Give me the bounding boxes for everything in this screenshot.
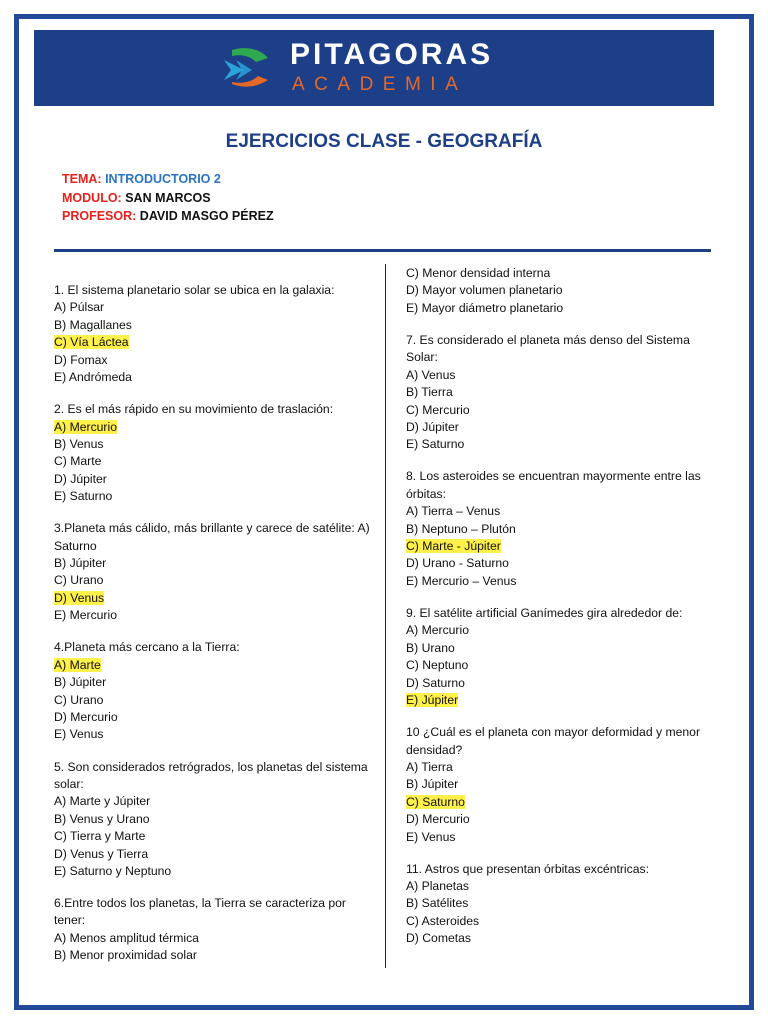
answer-option bbox=[54, 317, 376, 334]
answer-option-label: D) Saturno bbox=[406, 675, 465, 690]
answer-option bbox=[54, 726, 376, 743]
question-text: 2. Es el más rápido en su movimiento de traslación: bbox=[54, 402, 334, 417]
answer-option-label: E) Mayor diámetro planetario bbox=[406, 300, 564, 315]
answer-option-highlighted bbox=[406, 538, 718, 555]
answer-option-label: D) Mercurio bbox=[406, 812, 470, 827]
brand-name: PITAGORAS bbox=[290, 38, 494, 71]
question-item bbox=[406, 468, 718, 590]
answer-option-label: E) Venus bbox=[54, 727, 104, 742]
answer-option-label: C) Vía Láctea bbox=[54, 335, 129, 350]
question-item bbox=[54, 639, 376, 743]
answer-option-label: C) Asteroides bbox=[406, 913, 480, 928]
answer-option bbox=[54, 572, 376, 589]
answer-option bbox=[406, 759, 718, 776]
answer-option bbox=[406, 573, 718, 590]
answer-option-label: E) Mercurio bbox=[54, 608, 117, 623]
answer-option-highlighted bbox=[54, 590, 376, 607]
answer-option-label: A) Menos amplitud térmica bbox=[54, 930, 199, 945]
answer-option-label: B) Neptuno – Plutón bbox=[406, 521, 516, 536]
answer-option-label: C) Tierra y Marte bbox=[54, 829, 146, 844]
answer-option bbox=[54, 436, 376, 453]
question-item bbox=[54, 520, 376, 624]
answer-option-label: B) Júpiter bbox=[54, 675, 107, 690]
left-column bbox=[54, 282, 376, 979]
answer-option bbox=[54, 828, 376, 845]
answer-option-label: E) Venus bbox=[406, 829, 456, 844]
answer-option-label: D) Urano - Saturno bbox=[406, 556, 509, 571]
answer-option-highlighted bbox=[406, 692, 718, 709]
answer-option bbox=[406, 913, 718, 930]
answer-option bbox=[406, 402, 718, 419]
answer-option bbox=[406, 503, 718, 520]
answer-option bbox=[406, 265, 718, 282]
answer-option-label: E) Saturno y Neptuno bbox=[54, 863, 172, 878]
answer-option-label: B) Magallanes bbox=[54, 317, 132, 332]
answer-option bbox=[54, 846, 376, 863]
answer-option-label: E) Saturno bbox=[406, 437, 465, 452]
brand-subtitle: ACADEMIA bbox=[292, 74, 468, 95]
question-item bbox=[54, 895, 376, 965]
question-text: 6.Entre todos los planetas, la Tierra se caracteriza por tener: bbox=[54, 896, 346, 928]
answer-option-label: C) Urano bbox=[54, 573, 104, 588]
meta-profesor bbox=[62, 207, 274, 226]
answer-option bbox=[54, 555, 376, 572]
question-item bbox=[54, 282, 376, 386]
answer-option bbox=[406, 367, 718, 384]
question-text: 8. Los asteroides se encuentran mayormente entre las órbitas: bbox=[406, 469, 701, 501]
answer-option-label: A) Marte bbox=[54, 657, 101, 672]
answer-option bbox=[406, 384, 718, 401]
meta-profesor-value: DAVID MASGO PÉREZ bbox=[139, 209, 274, 223]
answer-option-label: A) Planetas bbox=[406, 879, 470, 894]
answer-option bbox=[54, 692, 376, 709]
question-item bbox=[54, 759, 376, 881]
meta-tema bbox=[62, 170, 274, 189]
answer-option-label: B) Venus bbox=[54, 436, 104, 451]
answer-option bbox=[54, 709, 376, 726]
question-text: 11. Astros que presentan órbitas excéntricas: bbox=[406, 861, 649, 876]
meta-profesor-label: PROFESOR: bbox=[62, 209, 137, 223]
question-item bbox=[406, 724, 718, 846]
answer-option bbox=[406, 555, 718, 572]
meta-tema-value: INTRODUCTORIO 2 bbox=[105, 172, 221, 186]
answer-option-label: D) Fomax bbox=[54, 352, 108, 367]
answer-option bbox=[406, 811, 718, 828]
answer-option-label: D) Júpiter bbox=[54, 471, 107, 486]
answer-option-highlighted bbox=[54, 657, 376, 674]
question-item bbox=[54, 401, 376, 505]
answer-option-label: B) Tierra bbox=[406, 385, 453, 400]
meta-tema-label: TEMA: bbox=[62, 172, 102, 186]
answer-option-highlighted bbox=[54, 334, 376, 351]
answer-option-label: B) Júpiter bbox=[406, 777, 459, 792]
column-divider bbox=[385, 264, 386, 968]
answer-option-label: C) Marte bbox=[54, 454, 102, 469]
answer-option-label: B) Urano bbox=[406, 640, 455, 655]
meta-modulo-label: MODULO: bbox=[62, 190, 122, 205]
question-item bbox=[406, 861, 718, 948]
answer-option-label: D) Mayor volumen planetario bbox=[406, 283, 563, 298]
question-item bbox=[406, 265, 718, 317]
answer-option-label: A) Mercurio bbox=[406, 623, 469, 638]
answer-option-label: E) Mercurio – Venus bbox=[406, 573, 517, 588]
answer-option bbox=[54, 863, 376, 880]
question-text: 9. El satélite artificial Ganímedes gira alrededor de: bbox=[406, 605, 683, 620]
answer-option bbox=[406, 776, 718, 793]
answer-option-label: A) Púlsar bbox=[54, 300, 105, 315]
answer-option bbox=[406, 930, 718, 947]
question-text: 5. Son considerados retrógrados, los planetas del sistema solar: bbox=[54, 759, 368, 791]
answer-option-label: C) Marte - Júpiter bbox=[406, 539, 501, 554]
answer-option-label: B) Satélites bbox=[406, 896, 469, 911]
answer-option bbox=[54, 793, 376, 810]
answer-option bbox=[406, 419, 718, 436]
question-text: 3.Planeta más cálido, más brillante y carece de satélite: A) Saturno bbox=[54, 521, 370, 553]
question-text: 7. Es considerado el planeta más denso del Sistema Solar: bbox=[406, 332, 690, 365]
question-item bbox=[406, 332, 718, 454]
question-item bbox=[406, 605, 718, 709]
answer-option-label: A) Mercurio bbox=[54, 419, 117, 434]
answer-option bbox=[406, 436, 718, 453]
answer-option-label: B) Júpiter bbox=[54, 556, 107, 571]
section-divider bbox=[54, 249, 711, 252]
answer-option-label: D) Júpiter bbox=[406, 419, 459, 434]
answer-option-label: C) Urano bbox=[54, 692, 104, 707]
answer-option-label: D) Venus bbox=[54, 590, 105, 605]
answer-option bbox=[406, 829, 718, 846]
answer-option-label: D) Mercurio bbox=[54, 710, 118, 724]
answer-option bbox=[54, 607, 376, 624]
answer-option-label: A) Venus bbox=[406, 367, 456, 382]
answer-option-label: D) Venus y Tierra bbox=[54, 846, 149, 861]
meta-modulo-value: SAN MARCOS bbox=[125, 190, 211, 205]
answer-option bbox=[54, 453, 376, 470]
answer-option-label: E) Saturno bbox=[54, 489, 113, 504]
answer-option bbox=[406, 300, 718, 317]
answer-option-highlighted bbox=[406, 794, 718, 811]
answer-option bbox=[406, 878, 718, 895]
answer-option-label: E) Andrómeda bbox=[54, 370, 132, 385]
header-banner bbox=[34, 30, 714, 106]
answer-option-label: E) Júpiter bbox=[406, 693, 459, 707]
meta-block bbox=[62, 170, 274, 226]
answer-option bbox=[54, 352, 376, 369]
answer-option bbox=[54, 674, 376, 691]
answer-option-label: A) Tierra – Venus bbox=[406, 504, 501, 519]
answer-option bbox=[54, 488, 376, 505]
answer-option-label: D) Cometas bbox=[406, 931, 472, 946]
answer-option bbox=[406, 622, 718, 639]
question-text: 4.Planeta más cercano a la Tierra: bbox=[54, 640, 240, 655]
answer-option bbox=[406, 640, 718, 657]
answer-option-label: B) Menor proximidad solar bbox=[54, 948, 197, 963]
answer-option-label: B) Venus y Urano bbox=[54, 811, 150, 826]
right-column bbox=[406, 265, 718, 962]
answer-option-label: C) Neptuno bbox=[406, 658, 469, 673]
question-text: 1. El sistema planetario solar se ubica en la galaxia: bbox=[54, 283, 335, 297]
answer-option bbox=[54, 471, 376, 488]
answer-option-highlighted bbox=[54, 419, 376, 436]
answer-option bbox=[54, 930, 376, 947]
answer-option-label: A) Tierra bbox=[406, 759, 453, 774]
answer-option bbox=[406, 895, 718, 912]
answer-option-label: A) Marte y Júpiter bbox=[54, 794, 151, 809]
pitagoras-logo-icon bbox=[222, 44, 272, 94]
answer-option bbox=[406, 675, 718, 692]
answer-option-label: C) Menor densidad interna bbox=[406, 266, 551, 280]
answer-option bbox=[406, 521, 718, 538]
answer-option bbox=[54, 299, 376, 316]
answer-option bbox=[406, 282, 718, 299]
page-title: EJERCICIOS CLASE - GEOGRAFÍA bbox=[225, 131, 543, 152]
answer-option-label: C) Mercurio bbox=[406, 402, 470, 417]
answer-option bbox=[54, 811, 376, 828]
question-text: 10 ¿Cuál es el planeta con mayor deformidad y menor densidad? bbox=[406, 725, 701, 757]
answer-option-label: C) Saturno bbox=[406, 794, 465, 809]
answer-option bbox=[406, 657, 718, 674]
answer-option bbox=[54, 369, 376, 386]
answer-option bbox=[54, 947, 376, 964]
meta-modulo bbox=[62, 189, 274, 208]
